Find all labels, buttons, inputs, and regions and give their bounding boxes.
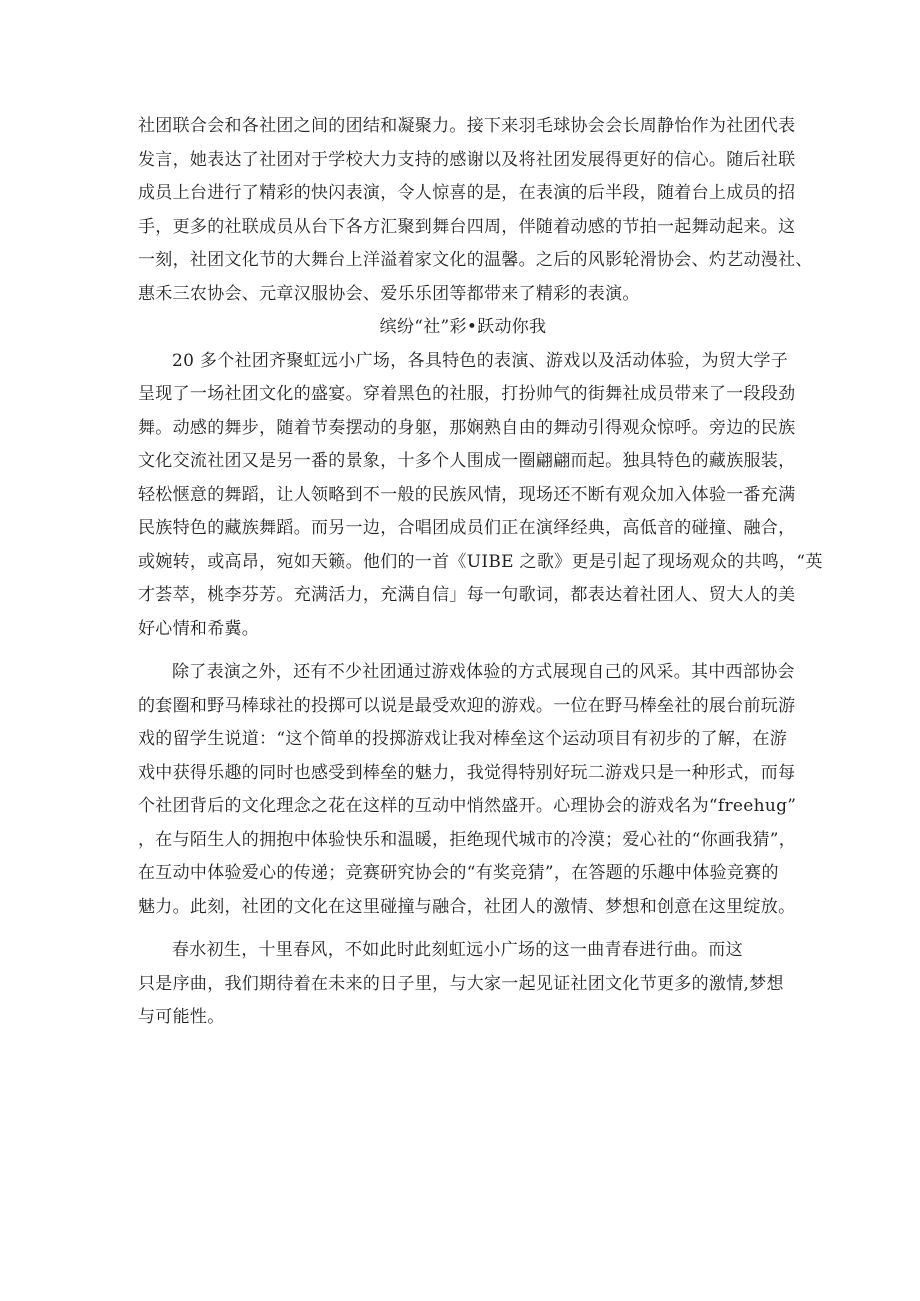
text-line: 在互动中体验爱心的传递；竞赛研究协会的“有奖竞猜”，在答题的乐趣中体验竞赛的 xyxy=(138,863,779,883)
text-line: 才荟萃，桃李芬芳。充满活力，充满自信」每一句歌词，都表达着社团人、贸大人的美 xyxy=(138,585,796,605)
text-line: 民族特色的藏族舞蹈。而另一边，合唱团成员们正在演绎经典，高低音的碰撞、融合， xyxy=(138,518,796,538)
paragraph-games xyxy=(138,656,797,924)
text-line: 好心情和希冀。 xyxy=(138,618,260,639)
text-line: 惠禾三农协会、元章汉服协会、爱乐乐团等都带来了精彩的表演。 xyxy=(138,283,640,304)
text-line: 发言，她表达了社团对于学校大力支持的感谢以及将社团发展得更好的信心。随后社联 xyxy=(138,149,796,170)
text-line: 除了表演之外，还有不少社团通过游戏体验的方式展现自己的风采。其中西部协会 xyxy=(172,662,795,682)
text-line: 20 多个社团齐聚虹远小广场，各具特色的表演、游戏以及活动体验，为贸大学子 xyxy=(172,350,789,371)
text-line: 魅力。此刻，社团的文化在这里碰撞与融合，社团人的激情、梦想和创意在这里绽放。 xyxy=(138,896,796,917)
text-line: 呈现了一场社团文化的盛宴。穿着黑色的社服，打扮帅气的街舞社成员带来了一段段劲 xyxy=(138,384,796,404)
text-line: 春水初生，十里春风，不如此时此刻虹远小广场的这一曲青春进行曲。而这 xyxy=(172,940,743,960)
text-line: 成员上台进行了精彩的快闪表演，令人惊喜的是，在表演的后半段，随着台上成员的招 xyxy=(138,183,796,203)
text-line: 戏的留学生说道：“这个简单的投掷游戏让我对棒垒这个运动项目有初步的了解，在游 xyxy=(138,729,788,749)
text-line: 的套圈和野马棒球社的投掷可以说是最受欢迎的游戏。一位在野马棒垒社的展台前玩游 xyxy=(138,695,796,716)
paragraph-spacer xyxy=(138,924,788,934)
paragraph-performances xyxy=(138,345,823,647)
text-line: 或婉转，或高昂，宛如天籁。他们的一首《UIBE 之歌》更是引起了现场观众的共鸣，“英 xyxy=(138,551,823,572)
text-line: 只是序曲，我们期待着在未来的日子里，与大家一起见证社团文化节更多的激情,梦想 xyxy=(138,973,784,994)
text-line: 个社团背后的文化理念之花在这样的互动中悄然盛开。心理协会的游戏名为“freehug” xyxy=(138,796,797,816)
section-subheading: 缤纷“社”彩•跃动你我 xyxy=(379,317,547,337)
text-line: 舞。动感的舞步，随着节奏摆动的身躯，那娴熟自由的舞动引得观众惊呼。旁边的民族 xyxy=(138,417,796,438)
text-line: ，在与陌生人的拥抱中体验快乐和温暖，拒绝现代城市的冷漠；爱心社的“你画我猜”， xyxy=(138,829,797,850)
text-line: 手，更多的社联成员从台下各方汇聚到舞台四周，伴随着动感的节拍一起舞动起来。这 xyxy=(138,216,796,237)
text-line: 轻松惬意的舞蹈，让人领略到不一般的民族风情，现场还不断有观众加入体验一番充满 xyxy=(138,484,796,505)
text-line: 社团联合会和各社团之间的团结和凝聚力。接下来羽毛球协会会长周静怡作为社团代表 xyxy=(138,116,796,136)
text-line: 戏中获得乐趣的同时也感受到棒垒的魅力，我觉得特别好玩二游戏只是一种形式，而每 xyxy=(138,762,796,783)
paragraph-intro xyxy=(138,110,813,311)
text-line: 一刻，社团文化节的大舞台上洋溢着家文化的温馨。之后的风影轮滑协会、灼艺动漫社、 xyxy=(138,250,813,270)
text-line: 与可能性。 xyxy=(138,1007,225,1027)
article-body xyxy=(138,110,823,1035)
paragraph-closing xyxy=(138,934,788,1035)
text-line: 文化交流社团又是另一番的景象，十多个人围成一圈翩翩而起。独具特色的藏族服装， xyxy=(138,451,796,471)
paragraph-spacer xyxy=(138,646,788,656)
